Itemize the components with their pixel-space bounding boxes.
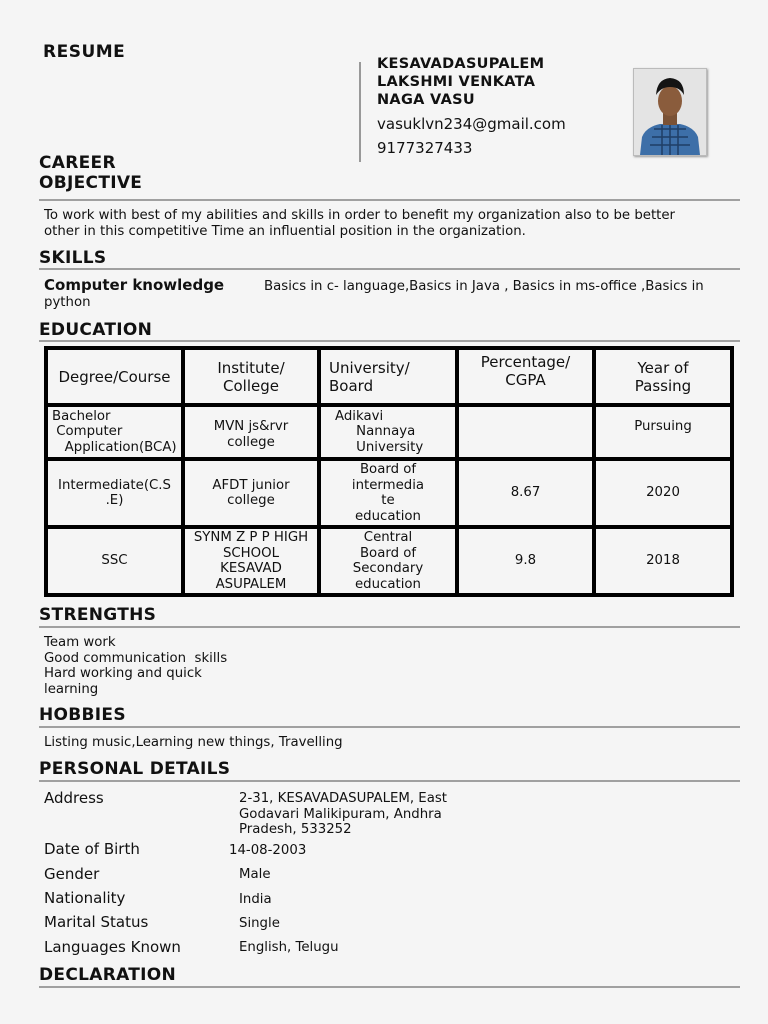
gender-label: Gender bbox=[44, 865, 100, 883]
skills-text-line2: python bbox=[44, 295, 91, 310]
profile-photo bbox=[633, 68, 707, 156]
education-heading: EDUCATION bbox=[39, 320, 153, 340]
strengths-heading: STRENGTHS bbox=[39, 605, 157, 625]
candidate-name bbox=[377, 55, 544, 109]
table-cell: Pursuing bbox=[594, 405, 732, 459]
person-portrait-icon bbox=[634, 69, 706, 155]
table-row bbox=[46, 459, 732, 527]
table-cell bbox=[457, 405, 594, 459]
column-header: University/ Board bbox=[319, 348, 457, 405]
list-item: learning bbox=[44, 681, 99, 697]
column-header: Degree/Course bbox=[46, 348, 183, 405]
table-cell: 2020 bbox=[594, 459, 732, 527]
section-rule bbox=[39, 780, 740, 782]
table-cell: 9.8 bbox=[457, 527, 594, 595]
strengths-list bbox=[44, 635, 227, 697]
list-item: Hard working and quick bbox=[44, 666, 202, 681]
table-cell: MVN js&rvr college bbox=[183, 405, 319, 459]
name-line-1: KESAVADASUPALEM bbox=[377, 56, 545, 72]
resume-title: RESUME bbox=[43, 42, 126, 62]
declaration-heading: DECLARATION bbox=[39, 965, 177, 985]
table-cell: SSC bbox=[46, 527, 183, 595]
personal-details-heading: PERSONAL DETAILS bbox=[39, 759, 231, 779]
table-cell: Bachelor Computer Application(BCA) bbox=[46, 405, 183, 459]
dob-label: Date of Birth bbox=[44, 840, 140, 858]
section-rule bbox=[39, 199, 740, 201]
career-objective-text: To work with best of my abilities and skills in order to benefit my organization also to be better other in this competitive Time an influential position in the organization. bbox=[44, 208, 676, 239]
address-value: 2-31, KESAVADASUPALEM, East Godavari Malikipuram, Andhra Pradesh, 533252 bbox=[239, 791, 447, 837]
nationality-value: India bbox=[239, 892, 272, 907]
table-cell: 2018 bbox=[594, 527, 732, 595]
table-row bbox=[46, 405, 732, 459]
hobbies-text: Listing music,Learning new things, Travelling bbox=[44, 735, 343, 750]
column-header: Percentage/ CGPA bbox=[457, 348, 594, 405]
table-cell: SYNM Z P P HIGH SCHOOL KESAVAD ASUPALEM bbox=[183, 527, 319, 595]
table-row bbox=[46, 527, 732, 595]
header-divider bbox=[359, 62, 361, 162]
table-cell: AFDT junior college bbox=[183, 459, 319, 527]
education-table bbox=[44, 346, 734, 597]
email-address: vasuklvn234@gmail.com bbox=[377, 115, 566, 133]
dob-value: 14-08-2003 bbox=[229, 843, 307, 858]
section-rule bbox=[39, 726, 740, 728]
skills-heading: SKILLS bbox=[39, 248, 107, 268]
column-header: Year of Passing bbox=[594, 348, 732, 405]
table-cell: 8.67 bbox=[457, 459, 594, 527]
section-rule bbox=[39, 340, 740, 342]
languages-value: English, Telugu bbox=[239, 940, 339, 955]
phone-number: 9177327433 bbox=[377, 139, 473, 157]
list-item: Team work bbox=[44, 635, 116, 650]
table-cell: Adikavi Nannaya University bbox=[319, 405, 457, 459]
section-rule bbox=[39, 268, 740, 270]
table-cell: Central Board of Secondary education bbox=[319, 527, 457, 595]
languages-label: Languages Known bbox=[44, 938, 181, 956]
table-cell: Intermediate(C.S .E) bbox=[46, 459, 183, 527]
column-header: Institute/ College bbox=[183, 348, 319, 405]
nationality-label: Nationality bbox=[44, 889, 126, 907]
section-rule bbox=[39, 626, 740, 628]
section-rule bbox=[39, 986, 740, 988]
address-label: Address bbox=[44, 789, 104, 807]
gender-value: Male bbox=[239, 867, 271, 882]
skills-label: Computer knowledge bbox=[44, 276, 225, 294]
marital-status-value: Single bbox=[239, 916, 280, 931]
name-line-3: NAGA VASU bbox=[377, 92, 475, 108]
hobbies-heading: HOBBIES bbox=[39, 705, 126, 725]
table-cell: Board of intermedia te education bbox=[319, 459, 457, 527]
list-item: Good communication skills bbox=[44, 650, 228, 666]
skills-text-line1: Basics in c- language,Basics in Java , Basics in ms-office ,Basics in bbox=[264, 279, 704, 294]
education-header-row bbox=[46, 348, 732, 405]
career-objective-heading: CAREER OBJECTIVE bbox=[39, 153, 143, 193]
marital-status-label: Marital Status bbox=[44, 913, 149, 931]
name-line-2: LAKSHMI VENKATA bbox=[377, 74, 536, 90]
